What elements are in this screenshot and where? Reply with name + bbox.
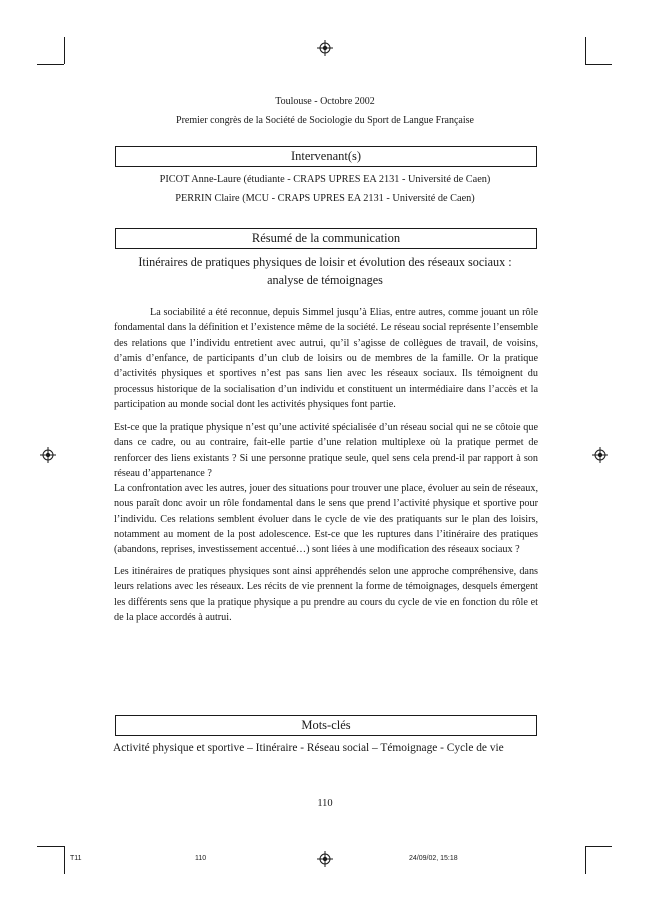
summary-heading: Résumé de la communication bbox=[115, 228, 537, 249]
summary-paragraph-2: Est-ce que la pratique physique n’est qu’une activité spécialisée d’un réseau social qui ne se côtoie que dans ce cadre, ou au contraire, fait-elle partie d’une relation multiplexe où la pratique permet de renforcer des liens existants ? Si une personne pratique seule, quel sens cela prend-il par rapport à son réseau d’appartenance ? bbox=[114, 422, 538, 480]
communication-title-cont: analyse de témoignages bbox=[267, 273, 383, 287]
page-number: 110 bbox=[317, 798, 333, 809]
registration-mark-icon bbox=[317, 40, 333, 56]
slug-code: T11 bbox=[70, 855, 82, 862]
registration-mark-icon bbox=[317, 851, 333, 867]
slug-page: 110 bbox=[195, 855, 207, 862]
crop-mark-icon bbox=[64, 846, 65, 874]
registration-mark-icon bbox=[592, 447, 608, 463]
keywords-heading: Mots-clés bbox=[115, 715, 537, 736]
location-date: Toulouse - Octobre 2002 bbox=[275, 96, 375, 107]
speaker-2: PERRIN Claire (MCU - CRAPS UPRES EA 2131 - Université de Caen) bbox=[175, 193, 475, 204]
summary-paragraph-1: La sociabilité a été reconnue, depuis Simmel jusqu’à Elias, entre autres, comme jouant un rôle fondamental dans la définition et l’existence même de la société. Le réseau social représente l’ensemble des relations que l’individu entretient avec autrui, qu’il s’agisse de collègues de travail, de voisins, d’amis d’enfance, de participants d’un club de loisirs ou de membres de la famille. Or la pratique d’activités physiques et sportives n’est pas sans lien avec les réseaux sociaux. Ils témoignent du processus historique de la socialisation d’un individu et constituent un intermédiaire dans l’accès et la participation au monde social dont les activités physiques font partie. bbox=[114, 307, 538, 411]
crop-mark-icon bbox=[585, 846, 586, 874]
summary-paragraph-3: La confrontation avec les autres, jouer des situations pour trouver une place, évoluer au sein de réseaux, nous paraît donc avoir un rôle fondamental dans le sens que prend l’activité physique et sportive pour l’individu. Ces relations semblent évoluer dans le cycle de vie des pratiquants sur le plan des loisirs, notamment au moment de la post adolescence. Est-ce que les ruptures dans l’itinéraire des pratiques (abandons, reprises, investissement accentué…) sont liées à une modification des réseaux sociaux ? bbox=[114, 483, 538, 556]
crop-mark-icon bbox=[585, 64, 612, 65]
summary-paragraph-4: Les itinéraires de pratiques physiques sont ainsi appréhendés selon une approche compréhensive, dans leurs relations avec les réseaux. Les récits de vie prennent la forme de témoignages, desquels émergent les différents sens que la pratique physique a pu prendre au cours du cycle de vie en fonction du rôle et de la place accordés à autrui. bbox=[114, 566, 538, 624]
crop-mark-icon bbox=[37, 846, 64, 847]
slug-timestamp: 24/09/02, 15:18 bbox=[409, 855, 458, 862]
communication-title: Itinéraires de pratiques physiques de loisir et évolution des réseaux sociaux : bbox=[138, 255, 512, 269]
crop-mark-icon bbox=[585, 37, 586, 64]
keywords-text: Activité physique et sportive – Itinéraire - Réseau social – Témoignage - Cycle de vie bbox=[113, 742, 504, 754]
registration-mark-icon bbox=[40, 447, 56, 463]
speaker-1: PICOT Anne-Laure (étudiante - CRAPS UPRES EA 2131 - Université de Caen) bbox=[159, 174, 491, 185]
crop-mark-icon bbox=[64, 37, 65, 64]
crop-mark-icon bbox=[585, 846, 612, 847]
crop-mark-icon bbox=[37, 64, 64, 65]
congress-title: Premier congrès de la Société de Sociologie du Sport de Langue Française bbox=[176, 115, 474, 126]
speakers-heading: Intervenant(s) bbox=[115, 146, 537, 167]
